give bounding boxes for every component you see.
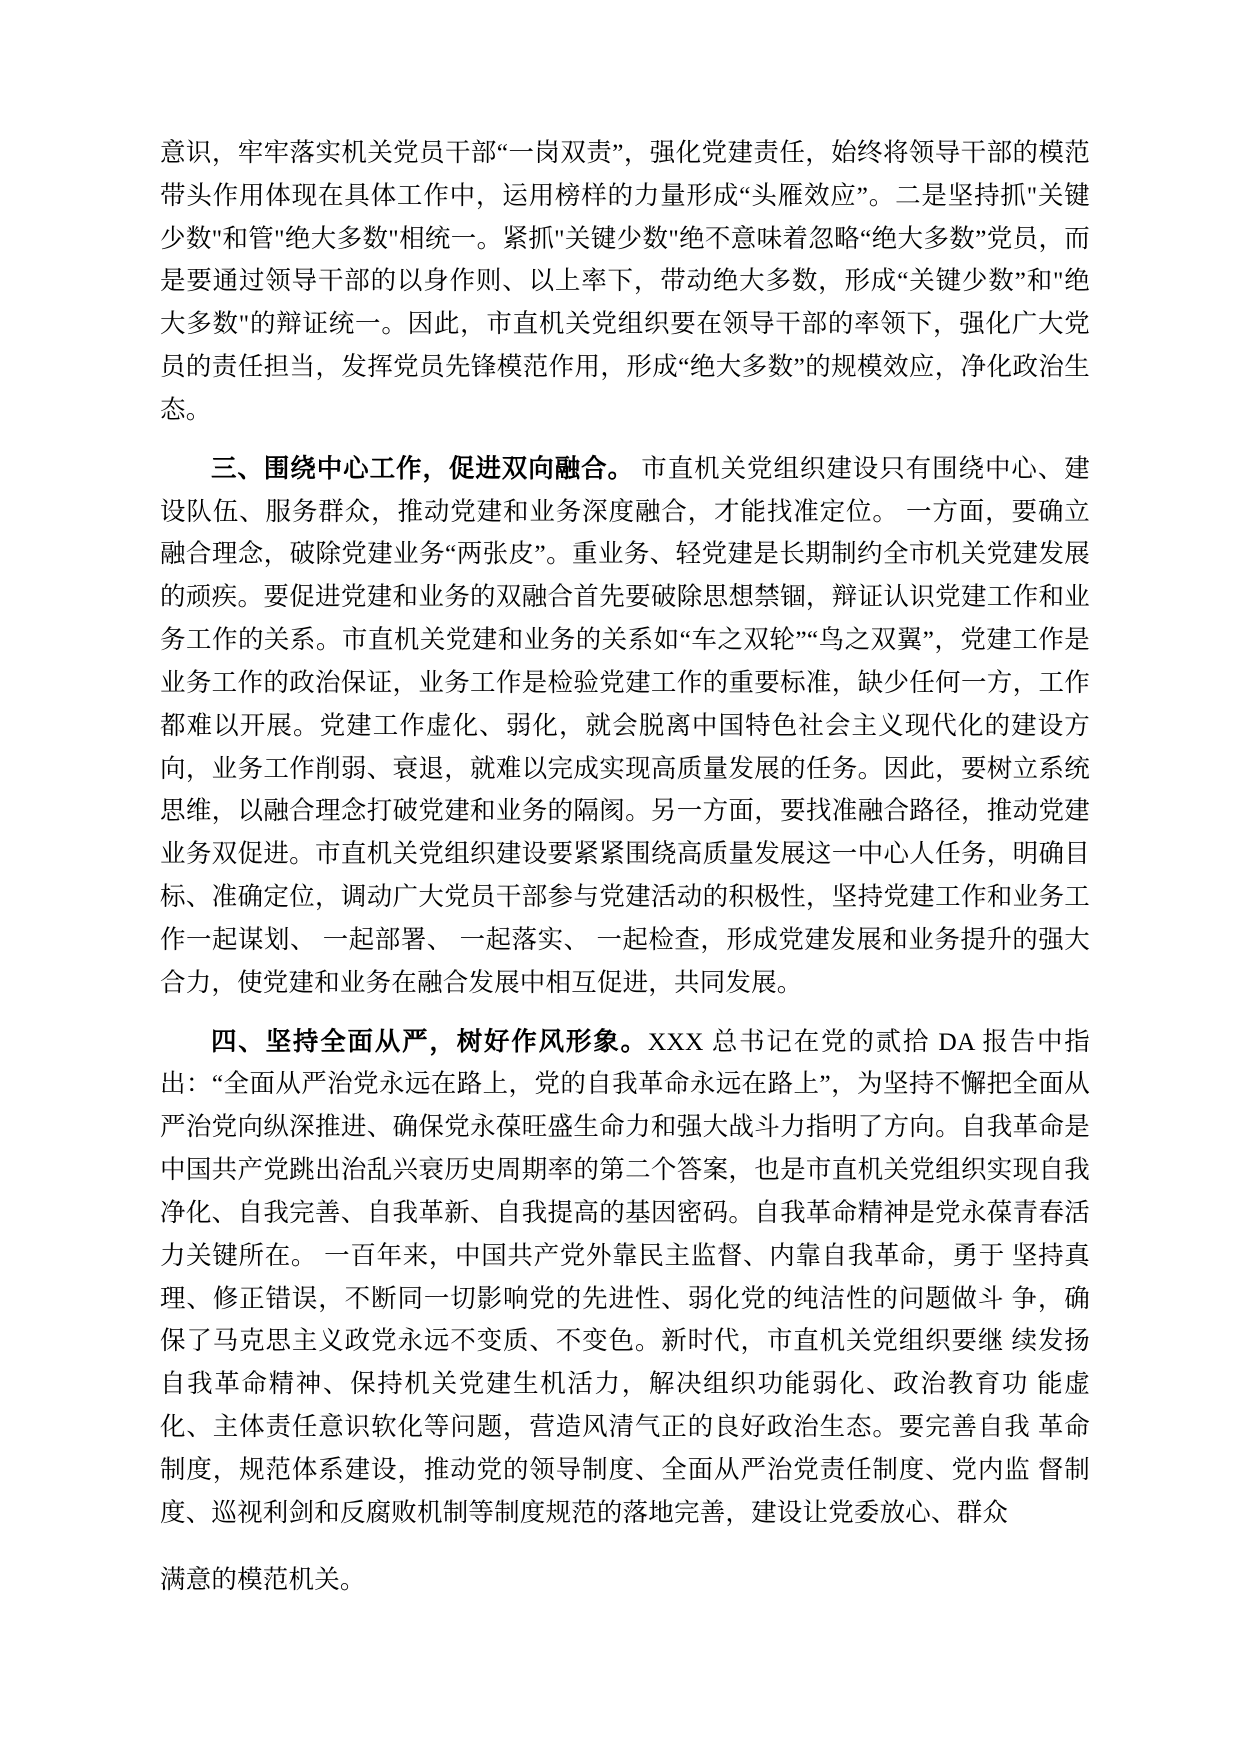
paragraph-1-text: 意识，牢牢落实机关党员干部“一岗双责”，强化党建责任，始终将领导干部的模范带头作用体现在具体工作中，运用榜样的力量形成“头雁效应”。二是坚持抓"关键少数"和管"绝大多数"相统一。紧抓"关键少数"绝不意味着忽略“绝大多数”党员，而是要通过领导干部的以身作则、以上率下，带动绝大多数，形成“关键少数”和"绝大多数"的辩证统一。因此，市直机关党组织要在领导干部的率领下，强化广大党员的责任担当，发挥党员先锋模范作用，形成“绝大多数”的规模效应，净化政治生态。 bbox=[160, 138, 1090, 424]
document-body bbox=[160, 132, 1090, 1601]
paragraph-2-text: 市直机关党组织建设只有围绕中心、建设队伍、服务群众，推动党建和业务深度融合，才能找准定位。 一方面，要确立融合理念，破除党建业务“两张皮”。重业务、轻党建是长期制约全市机关党建发展的顽疾。要促进党建和业务的双融合首先要破除思想禁锢，辩证认识党建工作和业务工作的关系。市直机关党建和业务的关系如“车之双轮”“鸟之双翼”，党建工作是业务工作的政治保证，业务工作是检验党建工作的重要标准，缺少任何一方，工作都难以开展。党建工作虚化、弱化，就会脱离中国特色社会主义现代化的建设方向，业务工作削弱、衰退，就难以完成实现高质量发展的任务。因此，要树立系统思维，以融合理念打破党建和业务的隔阂。另一方面，要找准融合路径，推动党建业务双促进。市直机关党组织建设要紧紧围绕高质量发展这一中心人任务，明确目标、准确定位，调动广大党员干部参与党建活动的积极性，坚持党建工作和业务工作一起谋划、 一起部署、 一起落实、 一起检查，形成党建发展和业务提升的强大合力，使党建和业务在融合发展中相互促进，共同发展。 bbox=[160, 453, 1091, 997]
paragraph-3-text: XXX 总书记在党的贰拾 DA 报告中指出：“全面从严治党永远在路上，党的自我革命永远在路上”，为坚持不懈把全面从严治党向纵深推进、确保党永葆旺盛生命力和强大战斗力指明了方向。自我革命是中国共产党跳出治乱兴衰历史周期率的第二个答案，也是市直机关党组织实现自我净化、自我完善、自我革新、自我提高的基因密码。自我革命精神是党永葆青春活力关键所在。 一百年来，中国共产党外靠民主监督、内靠自我革命，勇于 坚持真理、修正错误，不断同一切影响党的先进性、弱化党的纯洁性的问题做斗 争，确保了马克思主义政党永远不变质、不变色。新时代，市直机关党组织要继 续发扬自我革命精神、保持机关党建生机活力，解决组织功能弱化、政治教育功 能虚化、主体责任意识软化等问题，营造风清气正的良好政治生态。要完善自我 革命制度，规范体系建设，推动党的领导制度、全面从严治党责任制度、党内监 督制度、巡视利剑和反腐败机制等制度规范的落地完善，建设让党委放心、群众 bbox=[160, 1026, 1091, 1527]
paragraph-4-text: 满意的模范机关。 bbox=[160, 1564, 366, 1594]
paragraph-3 bbox=[160, 1021, 1090, 1535]
section-heading-three: 三、围绕中心工作，促进双向融合。 bbox=[211, 453, 634, 483]
section-heading-four: 四、坚持全面从严，树好作风形象。 bbox=[211, 1026, 648, 1056]
paragraph-4 bbox=[160, 1559, 1090, 1602]
paragraph-1 bbox=[160, 132, 1090, 432]
paragraph-2 bbox=[160, 448, 1090, 1005]
